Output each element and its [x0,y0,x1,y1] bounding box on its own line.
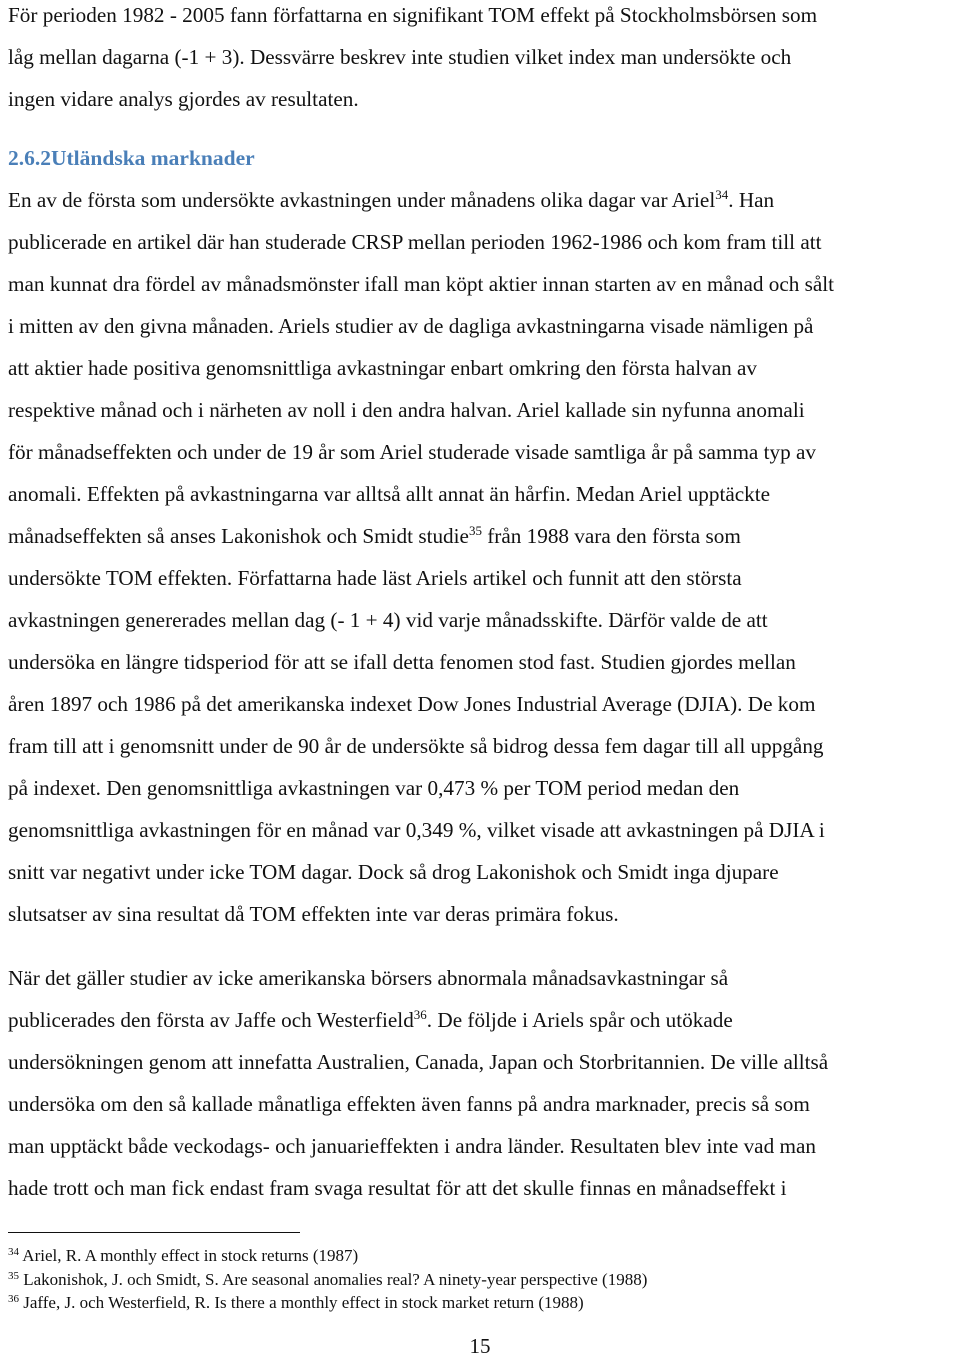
text-segment: En av de första som undersökte avkastningen under månadens olika dagar var Ariel [8,188,716,212]
text-line: respektive månad och i närheten av noll i den andra halvan. Ariel kallade sin nyfunna anomali [8,398,805,422]
paragraph-intro [8,0,956,120]
text-segment: från 1988 vara den första som [481,524,741,548]
footnote-ref: 34 [715,187,729,202]
paragraph-foreign-markets [8,179,956,935]
text-line: att aktier hade positiva genomsnittliga avkastningar enbart omkring den första halvan av [8,356,757,380]
text-line: man kunnat dra fördel av månadsmönster ifall man köpt aktier innan starten av en månad och sålt [8,272,835,296]
page-number: 15 [469,1334,491,1358]
text-line: När det gäller studier av icke amerikanska börsers abnormala månadsavkastningar så [8,966,729,990]
text-line: för månadseffekten och under de 19 år som Ariel studerade visade samtliga år på samma typ av [8,440,816,464]
text-line: anomali. Effekten på avkastningarna var alltså allt annat än hårfin. Medan Ariel upptäckte [8,482,771,506]
text-line [8,515,956,557]
text-segment: . Han [728,188,775,212]
text-line: undersökte TOM effekten. Författarna hade läst Ariels artikel och funnit att den största [8,566,742,590]
text-line: avkastningen genererades mellan dag (- 1 + 4) vid varje månadsskifte. Därför valde de att [8,608,768,632]
footnote-separator [8,1232,300,1233]
text-line: hade trott och man fick endast fram svaga resultat för att det skulle finnas en månadseffekt i [8,1176,787,1200]
footnote-number: 34 [8,1246,19,1258]
text-line: undersöka om den så kallade månatliga effekten även fanns på andra marknader, precis så som [8,1092,810,1116]
footnote-number: 35 [8,1269,19,1282]
text-line: i mitten av den givna månaden. Ariels studier av de dagliga avkastningarna visade nämligen på [8,314,814,338]
text-segment: . De följde i Ariels spår och utökade [426,1008,733,1032]
footnote-item [8,1268,647,1292]
text-line: genomsnittliga avkastningen för en månad var 0,349 %, vilket visade att avkastningen på DJIA i [8,818,825,842]
text-line: undersökningen genom att innefatta Australien, Canada, Japan och Storbritannien. De ville alltså [8,1050,829,1074]
footnote-text: Lakonishok, J. och Smidt, S. Are seasonal anomalies real? A ninety-year perspective (1988) [19,1269,648,1289]
text-line: slutsatser av sina resultat då TOM effekten inte var deras primära fokus. [8,902,619,926]
section-heading: 2.6.2Utländska marknader [8,146,255,170]
footnote-text: Jaffe, J. och Westerfield, R. Is there a monthly effect in stock market return (1988) [19,1293,584,1312]
footnote-item [8,1291,647,1315]
footnote-item [8,1244,647,1268]
footnote-text: Ariel, R. A monthly effect in stock returns (1987) [19,1246,359,1265]
text-line: fram till att i genomsnitt under de 90 år de undersökte så bidrog dessa fem dagar till all uppgång [8,734,824,758]
text-line: låg mellan dagarna (-1 + 3). Dessvärre beskrev inte studien vilket index man undersökte och [8,45,792,69]
text-line: publicerade en artikel där han studerade CRSP mellan perioden 1962-1986 och kom fram till att [8,230,822,254]
text-line: För perioden 1982 - 2005 fann författarna en signifikant TOM effekt på Stockholmsbörsen som [8,3,818,27]
text-segment: publicerades den första av Jaffe och Westerfield [8,1008,414,1032]
text-line [8,179,956,221]
footnote-number: 36 [8,1293,19,1305]
footnote-ref: 35 [468,523,482,538]
footnotes [8,1244,647,1315]
footnote-ref: 36 [413,1007,427,1022]
text-line: undersöka en längre tidsperiod för att se ifall detta fenomen stod fast. Studien gjordes mellan [8,650,796,674]
text-line: på indexet. Den genomsnittliga avkastningen var 0,473 % per TOM period medan den [8,776,740,800]
text-line: åren 1897 och 1986 på det amerikanska indexet Dow Jones Industrial Average (DJIA). De kom [8,692,816,716]
text-line [8,999,956,1041]
text-segment: månadseffekten så anses Lakonishok och Smidt studie [8,524,469,548]
text-line: ingen vidare analys gjordes av resultaten. [8,87,359,111]
paragraph-non-us-studies [8,957,956,1209]
text-line: snitt var negativt under icke TOM dagar. Dock så drog Lakonishok och Smidt inga djupare [8,860,779,884]
text-line: man upptäckt både veckodags- och januarieffekten i andra länder. Resultaten blev inte vad man [8,1134,816,1158]
